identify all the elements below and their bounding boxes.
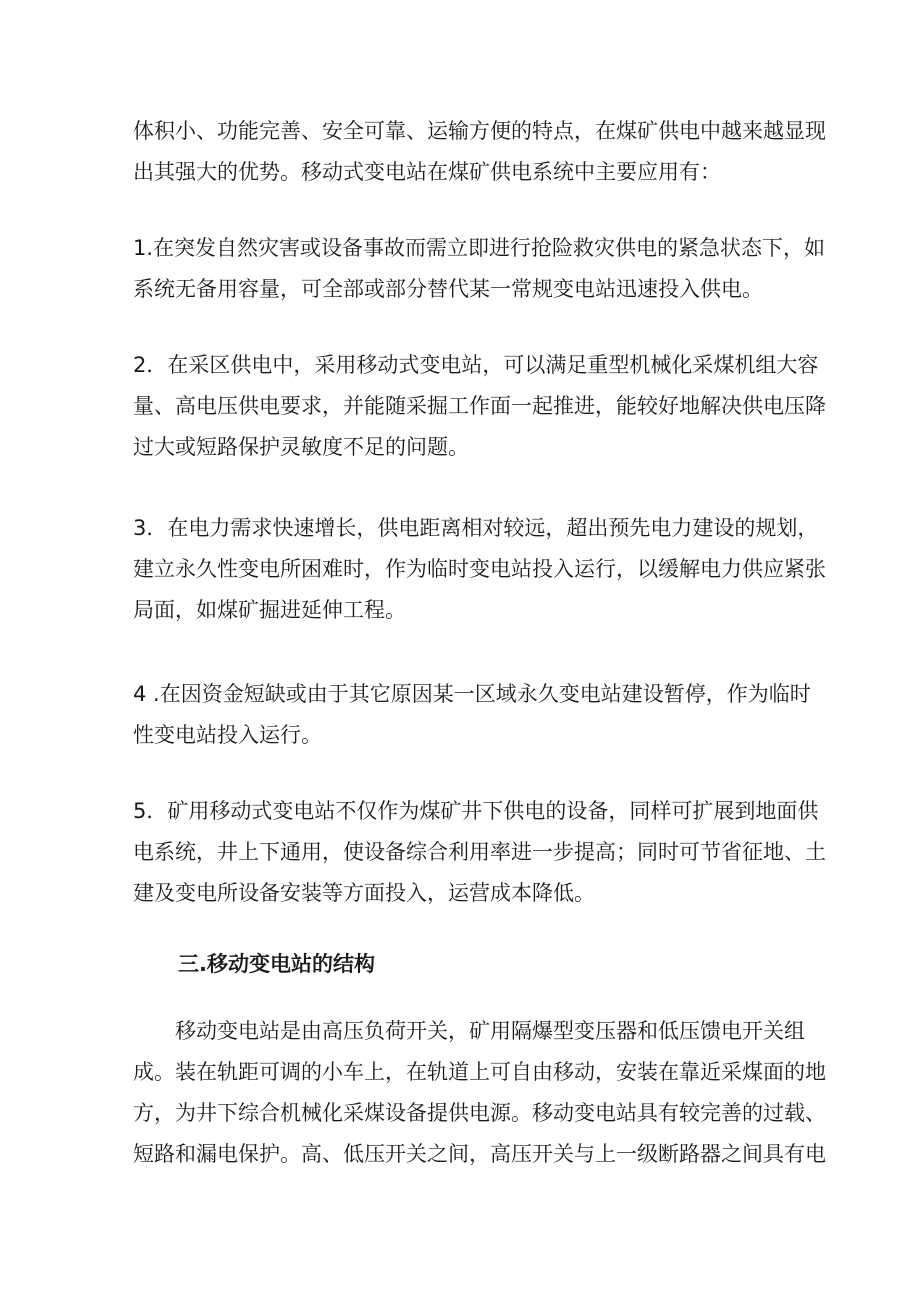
structure-paragraph [133,1011,826,1175]
list-item-3 [133,508,826,631]
text-line: 量、高电压供电要求，并能随采掘工作面一起推进，能较好地解决供电压降 [133,394,826,418]
text-line: 建及变电所设备安装等方面投入，运营成本降低。 [133,881,595,905]
text-line: 5．矿用移动式变电站不仅作为煤矿井下供电的设备，同样可扩展到地面供 [133,799,819,823]
text-line: 方，为井下综合机械化采煤设备提供电源。移动变电站具有较完善的过载、 [133,1101,826,1125]
text-line: 建立永久性变电所困难时，作为临时变电站投入运行，以缓解电力供应紧张 [133,557,826,581]
text-line: 2．在采区供电中，采用移动式变电站，可以满足重型机械化采煤机组大容 [133,353,819,377]
text-line: 局面，如煤矿掘进延伸工程。 [133,598,406,622]
text-line: 3．在电力需求快速增长，供电距离相对较远，超出预先电力建设的规划， [133,516,819,540]
list-item-4 [133,674,811,756]
list-item-1 [133,228,826,310]
intro-paragraph [133,111,826,193]
text-line: 体积小、功能完善、安全可靠、运输方便的特点，在煤矿供电中越来越显现 [133,119,826,143]
text-line: 性变电站投入运行。 [133,723,322,747]
text-line: 系统无备用容量，可全部或部分替代某一常规变电站迅速投入供电。 [133,277,763,301]
text-line: 出其强大的优势。移动式变电站在煤矿供电系统中主要应用有： [133,160,721,184]
text-line: 4 .在因资金短缺或由于其它原因某一区域永久变电站建设暂停，作为临时 [133,682,811,706]
section-heading: 三.移动变电站的结构 [178,952,375,976]
text-line: 电系统，井上下通用，使设备综合利用率进一步提高；同时可节省征地、土 [133,840,826,864]
text-line: 成。装在轨距可调的小车上，在轨道上可自由移动，安装在靠近采煤面的地 [133,1060,826,1084]
list-item-2 [133,345,826,468]
text-line: 1.在突发自然灾害或设备事故而需立即进行抢险救灾供电的紧急状态下，如 [133,236,826,260]
list-item-5 [133,791,826,914]
text-line: 移动变电站是由高压负荷开关，矿用隔爆型变压器和低压馈电开关组 [133,1019,805,1043]
text-line: 过大或短路保护灵敏度不足的问题。 [133,435,469,459]
text-line: 短路和漏电保护。高、低压开关之间，高压开关与上一级断路器之间具有电 [133,1142,826,1166]
